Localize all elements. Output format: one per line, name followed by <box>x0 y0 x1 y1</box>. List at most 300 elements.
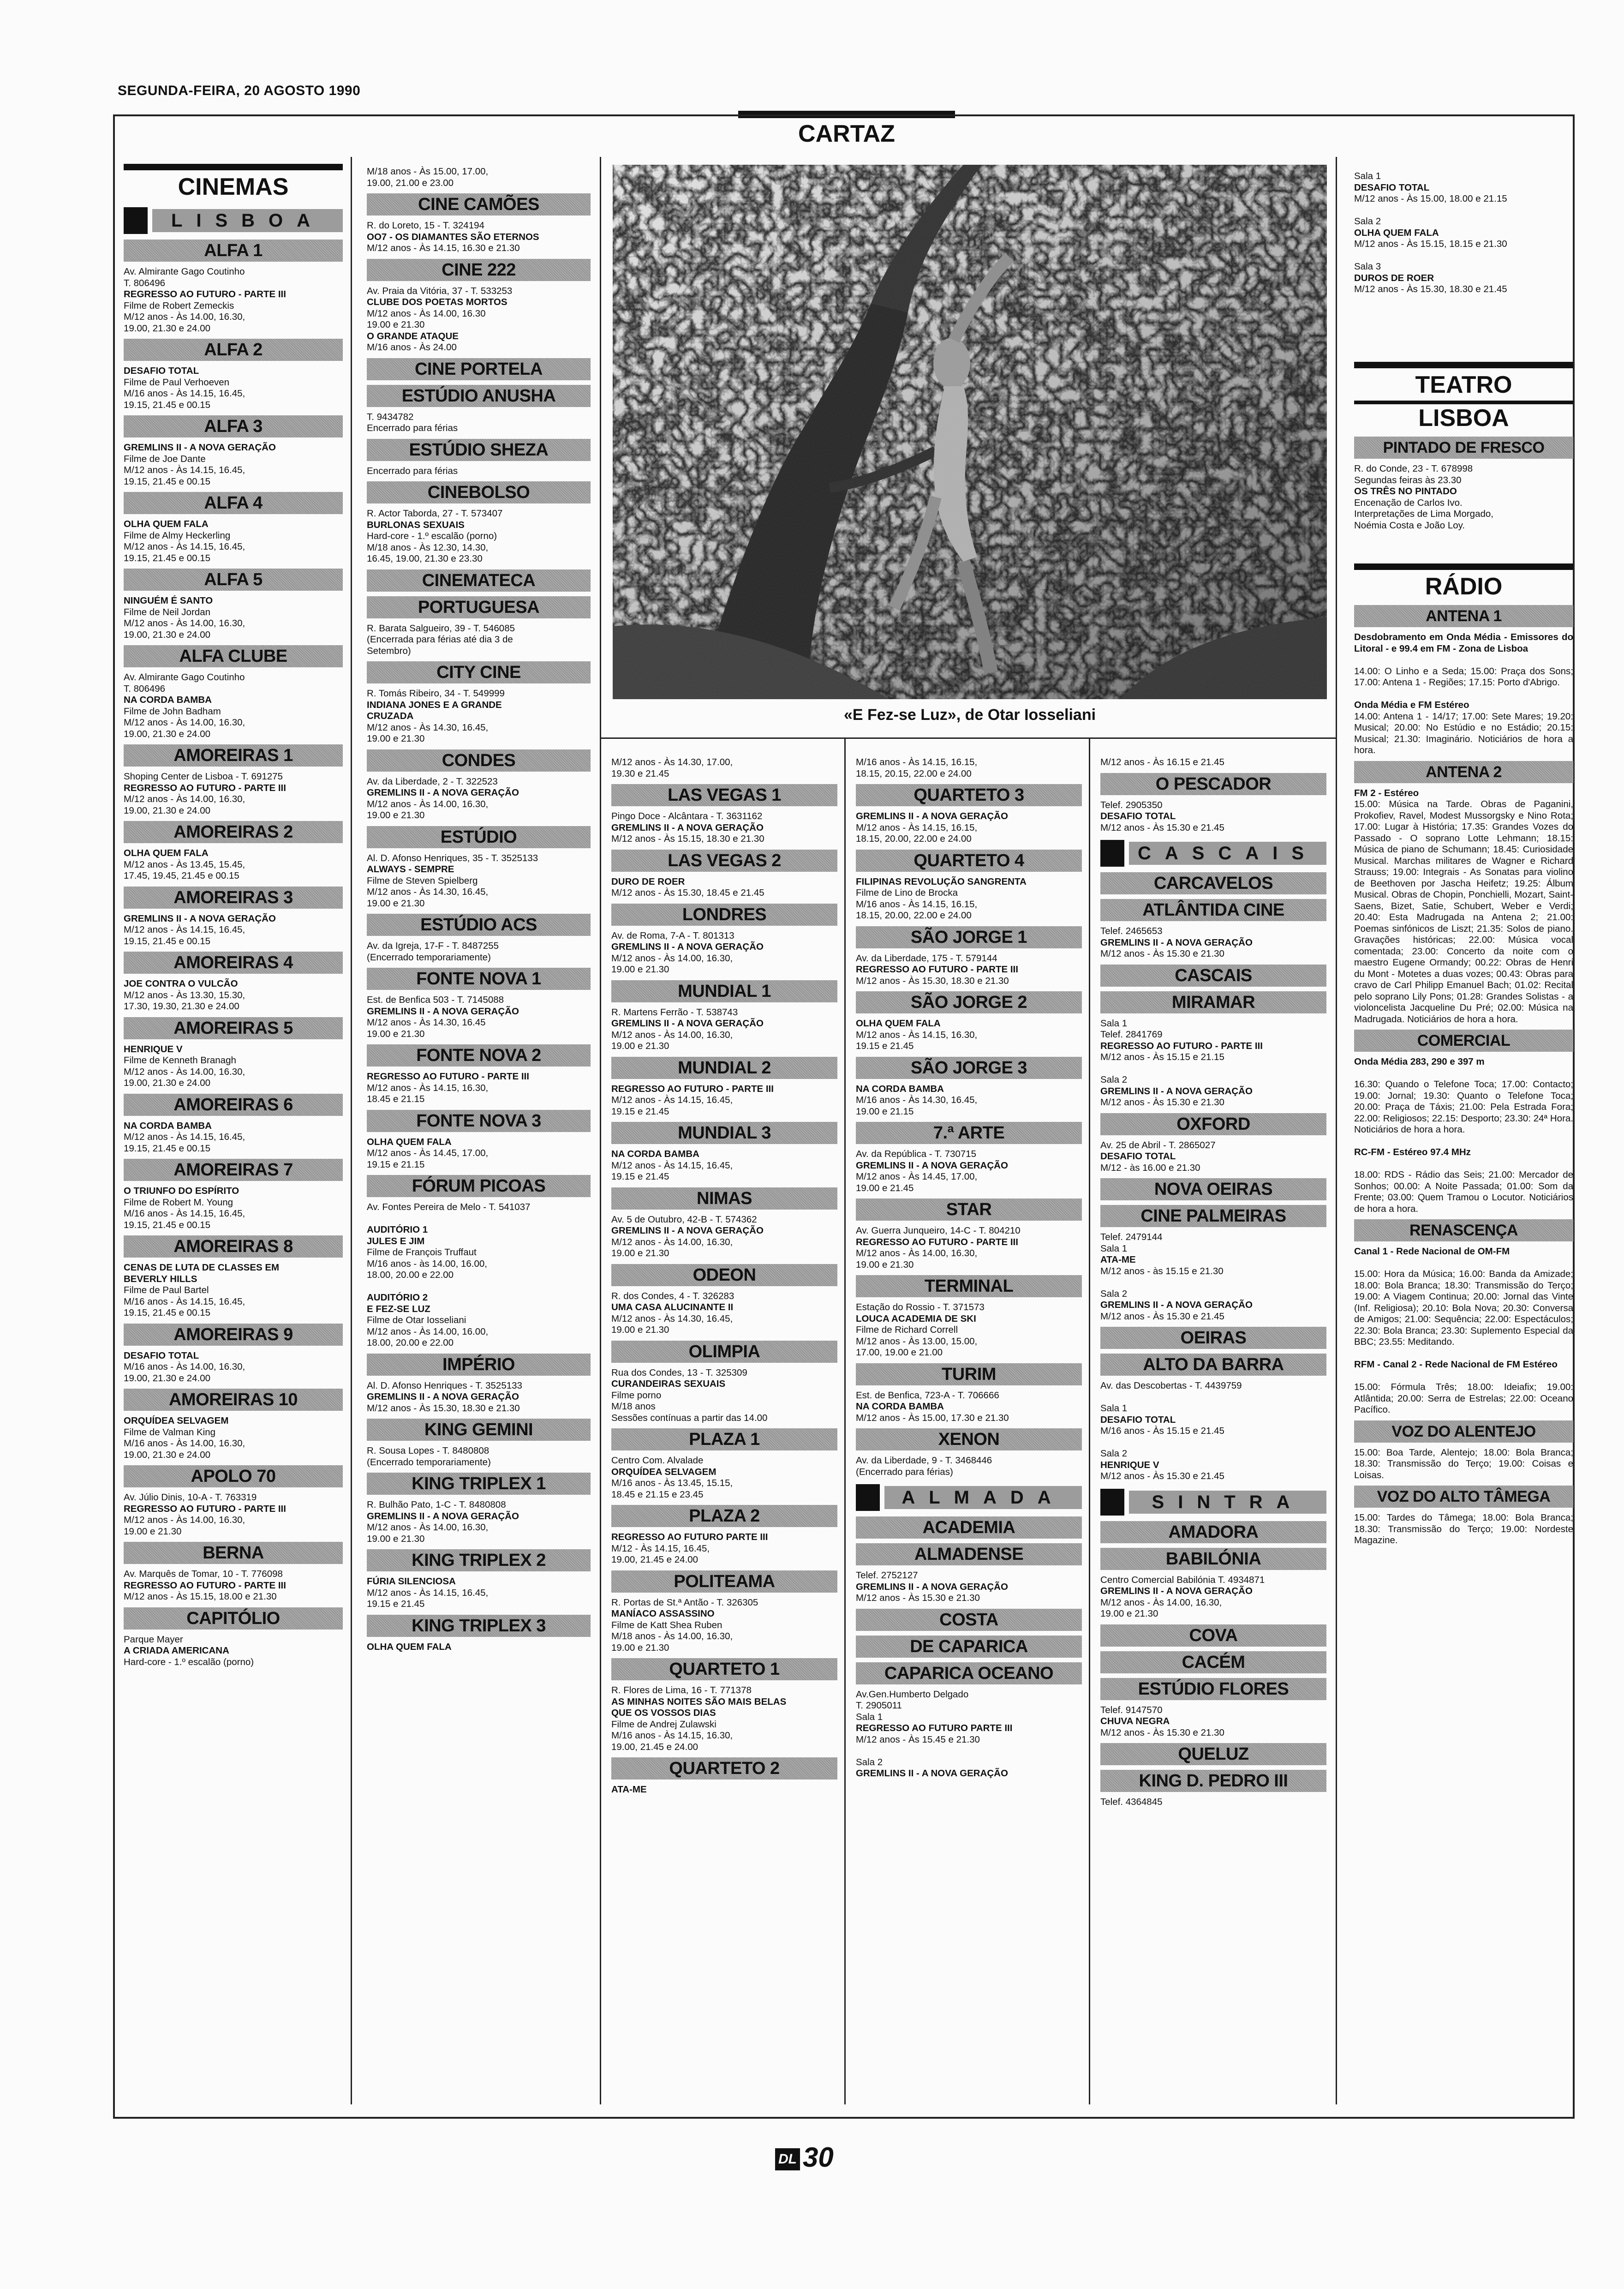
venue-king-d-pedro-iii: KING D. PEDRO III <box>1100 1770 1326 1792</box>
listing-line: Sala 2 <box>1354 216 1381 227</box>
film-title: HENRIQUE V <box>1100 1459 1159 1470</box>
listing-line: M/16 anos - Às 14.15, 16.45, <box>124 388 245 399</box>
listing-line: Centro Comercial Babilónia T. 4934871 <box>1100 1574 1265 1585</box>
listing-line: 19.00, 21.45 e 24.00 <box>611 1741 699 1752</box>
film-title: REGRESSO AO FUTURO - PARTE III <box>1100 1040 1263 1051</box>
listing-line: Telef. 9147570 <box>1100 1704 1163 1715</box>
venue-apolo-70: APOLO 70 <box>124 1465 343 1487</box>
venue-politeama: POLITEAMA <box>611 1570 837 1593</box>
listing-line: M/12 anos - Às 14.15, 16.30, <box>856 1029 978 1040</box>
listing-line: M/12 anos - Às 14.15, 16.45, <box>124 1132 245 1142</box>
newspaper-logo: DL <box>775 2148 800 2170</box>
venue-alfa-4: ALFA 4 <box>124 492 343 514</box>
listing-line: Filme de Neil Jordan <box>124 606 210 617</box>
venue-amoreiras-3: AMOREIRAS 3 <box>124 887 343 909</box>
listing-line: M/12 anos - Às 16.15 e 21.45 <box>1100 757 1224 767</box>
listing-line: Av. da Igreja, 17-F - T. 8487255 <box>367 941 499 951</box>
listing-line: M/12 anos - Às 14.00, 16.30, <box>1100 1597 1222 1608</box>
listing-line: 19.00 e 21.45 <box>856 1182 914 1193</box>
teatro-city: LISBOA <box>1354 401 1573 432</box>
venue-amoreiras-10: AMOREIRAS 10 <box>124 1389 343 1411</box>
listing-line: 19.00 e 21.30 <box>856 1259 914 1270</box>
listing-line: Sala 2 <box>1100 1448 1128 1459</box>
venue-estudio-anusha: ESTÚDIO ANUSHA <box>367 385 591 407</box>
film-title: GREMLINS II - A NOVA GERAÇÃO <box>124 913 276 924</box>
venue-forum-picoas: FÓRUM PICOAS <box>367 1175 591 1197</box>
listing-line: Parque Mayer <box>124 1634 183 1645</box>
listing-line: R. dos Condes, 4 - T. 326283 <box>611 1290 734 1301</box>
venue-nova-oeiras: NOVA OEIRAS <box>1100 1178 1326 1200</box>
listing-line: 19.15, 21.45 e 00.15 <box>124 476 211 487</box>
radio-schedule-line <box>1354 1258 1573 1269</box>
listing-line: 17.45, 19.45, 21.45 e 00.15 <box>124 870 239 881</box>
listing-line: Sala 1 <box>1354 171 1381 181</box>
film-title: OLHA QUEM FALA <box>1354 227 1439 238</box>
venue-king-triplex-2: KING TRIPLEX 2 <box>367 1549 591 1571</box>
listing-line: Telef. 2465653 <box>1100 926 1163 936</box>
film-title: LOUCA ACADEMIA DE SKI <box>856 1313 976 1324</box>
listing-line: Sessões contínuas a partir das 14.00 <box>611 1412 768 1423</box>
radio-schedule-line: Canal 1 - Rede Nacional de OM-FM <box>1354 1246 1510 1257</box>
film-title: GREMLINS II - A NOVA GERAÇÃO <box>611 1225 764 1236</box>
venue-babilonia: BABILÓNIA <box>1100 1548 1326 1570</box>
film-title: REGRESSO AO FUTURO - PARTE III <box>124 782 286 793</box>
listing-line: M/16 anos - Às 14.00, 16.30, <box>124 1438 245 1449</box>
film-title: NA CORDA BAMBA <box>124 695 212 705</box>
listing-line: M/16 anos - às 14.00, 16.00, <box>367 1258 487 1269</box>
listing-line: Av. 5 de Outubro, 42-B - T. 574362 <box>611 1214 757 1225</box>
venue-olimpia: OLIMPIA <box>611 1341 837 1363</box>
listing-line: 19.00, 21.30 e 24.00 <box>124 728 211 739</box>
listing-line: M/16 anos - Às 14.00, 16.30, <box>124 1361 245 1372</box>
city-heading <box>1100 840 1326 867</box>
listing-line: Av. da Liberdade, 175 - T. 579144 <box>856 953 997 964</box>
venue-amoreiras-2: AMOREIRAS 2 <box>124 821 343 843</box>
radio-schedule-line: 14.00: O Linho e a Seda; 15.00: Praça dos Sons; 17.00: Antena 1 - Regiões; 17.15: Porto d'Abrigo. <box>1354 665 1573 688</box>
listing-line: 19.15, 21.45 e 00.15 <box>124 1219 211 1230</box>
listing-line: R. Barata Salgueiro, 39 - T. 546085 <box>367 623 515 634</box>
listing-line: Av. Almirante Gago Coutinho <box>124 672 245 683</box>
station-renascenca: RENASCENÇA <box>1354 1219 1573 1241</box>
radio-schedule-line <box>1354 1136 1573 1147</box>
listing-line: 19.15, 21.45 e 00.15 <box>124 935 211 947</box>
listing-line: R. Martens Ferrão - T. 538743 <box>611 1007 738 1018</box>
city-heading <box>124 207 343 234</box>
film-title: CENAS DE LUTA DE CLASSES EM <box>124 1262 280 1273</box>
listing-line: T. 806496 <box>124 277 166 288</box>
film-title: REGRESSO AO FUTURO - PARTE III <box>856 1236 1018 1247</box>
listing-line: M/12 anos - Às 14.00, 16.30, <box>124 618 245 629</box>
listing-line: Pingo Doce - Alcântara - T. 3631162 <box>611 811 763 821</box>
venue-almadense: ALMADENSE <box>856 1543 1082 1565</box>
venue-de-caparica: DE CAPARICA <box>856 1636 1082 1658</box>
venue-queluz: QUELUZ <box>1100 1743 1326 1765</box>
column-cinemas-lisboa <box>124 164 343 1668</box>
listing-line: Sala 3 <box>1354 261 1381 272</box>
venue-alfa-clube: ALFA CLUBE <box>124 645 343 667</box>
listing-line: M/12 anos - Às 14.15, 16.45, <box>611 1095 733 1105</box>
film-title: ORQUÍDEA SELVAGEM <box>611 1466 716 1477</box>
film-title: REGRESSO AO FUTURO - PARTE III <box>856 964 1018 975</box>
listing-line: M/12 anos - Às 14.15, 16.45, <box>124 924 245 935</box>
spacer <box>1354 205 1573 216</box>
listing-line: Av. 25 de Abril - T. 2865027 <box>1100 1139 1216 1150</box>
venue-cine-portela: CINE PORTELA <box>367 358 591 380</box>
film-title: DESAFIO TOTAL <box>124 366 199 376</box>
venue-sao-jorge-1: SÃO JORGE 1 <box>856 926 1082 948</box>
film-title: GREMLINS II - A NOVA GERAÇÃO <box>367 787 519 798</box>
photo-rule <box>600 737 1336 739</box>
venue-cinemateca: CINEMATECA <box>367 569 591 592</box>
listing-line: T. 2905011 <box>856 1700 902 1711</box>
venue-city-cine: CITY CINE <box>367 661 591 683</box>
venue-7-arte: 7.ª ARTE <box>856 1122 1082 1144</box>
station-voz-do-alentejo: VOZ DO ALENTEJO <box>1354 1420 1573 1443</box>
listing-line: M/12 anos - Às 15.30 e 21.30 <box>1100 1097 1224 1108</box>
film-still-photo <box>613 165 1327 699</box>
listing-line: Filme de Robert Zemeckis <box>124 300 234 311</box>
film-title: CURANDEIRAS SEXUAIS <box>611 1378 726 1389</box>
venue-plaza-2: PLAZA 2 <box>611 1505 837 1527</box>
film-title: FILIPINAS REVOLUÇÃO SANGRENTA <box>856 876 1027 887</box>
venue-imperio: IMPÉRIO <box>367 1354 591 1376</box>
film-title: DURO DE ROER <box>611 876 685 887</box>
listing-line: Telef. 4364845 <box>1100 1797 1163 1807</box>
film-title: GREMLINS II - A NOVA GERAÇÃO <box>367 1510 519 1522</box>
film-title: GREMLINS II - A NOVA GERAÇÃO <box>1100 1300 1253 1310</box>
film-title: ORQUÍDEA SELVAGEM <box>124 1415 229 1426</box>
film-title: REGRESSO AO FUTURO - PARTE III <box>124 1503 286 1514</box>
venue-cinebolso: CINEBOLSO <box>367 481 591 503</box>
film-title: GREMLINS II - A NOVA GERAÇÃO <box>367 1391 519 1402</box>
listing-line: 16.45, 19.00, 21.30 e 23.30 <box>367 553 483 564</box>
listing-line: Filme de Paul Bartel <box>124 1285 209 1295</box>
radio-schedule-line <box>1354 1348 1573 1360</box>
venue-estudio: ESTÚDIO <box>367 826 591 848</box>
venue-cine-222: CINE 222 <box>367 259 591 281</box>
listing-line: M/12 anos - Às 14.00, 16.30, <box>124 312 245 322</box>
venue-cascais: CASCAIS <box>1100 965 1326 987</box>
venue-las-vegas-2: LAS VEGAS 2 <box>611 850 837 872</box>
venue-costa: COSTA <box>856 1609 1082 1631</box>
listing-line: Interpretações de Lima Morgado, <box>1354 509 1493 519</box>
venue-amoreiras-4: AMOREIRAS 4 <box>124 952 343 974</box>
listing-line: R. Actor Taborda, 27 - T. 573407 <box>367 508 503 519</box>
listing-line: M/16 anos - Às 14.15, 16.45, <box>124 1208 245 1219</box>
listing-line: Sala 2 <box>1100 1074 1128 1085</box>
venue-amoreiras-5: AMOREIRAS 5 <box>124 1017 343 1039</box>
listing-line <box>856 1745 1082 1757</box>
venue-plaza-1: PLAZA 1 <box>611 1428 837 1450</box>
column-rule <box>844 738 846 2104</box>
venue-odeon: ODEON <box>611 1264 837 1286</box>
venue-king-gemini: KING GEMINI <box>367 1419 591 1441</box>
listing-line <box>1100 1392 1326 1403</box>
venue-mundial-2: MUNDIAL 2 <box>611 1057 837 1079</box>
listing-line: M/12 anos - Às 15.15, 18.15 e 21.30 <box>1354 239 1507 249</box>
listing-line: Filme de Steven Spielberg <box>367 875 478 886</box>
venue-amoreiras-1: AMOREIRAS 1 <box>124 744 343 767</box>
venue-cine-camoes: CINE CAMÕES <box>367 193 591 216</box>
film-title: GREMLINS II - A NOVA GERAÇÃO <box>611 941 764 952</box>
listing-line: R. Sousa Lopes - T. 8480808 <box>367 1445 490 1456</box>
venue-amoreiras-9: AMOREIRAS 9 <box>124 1324 343 1346</box>
listing-line: Telef. 2841769 <box>1100 1029 1163 1040</box>
listing-line: M/16 anos - Às 13.45, 15.15, <box>611 1478 733 1488</box>
listing-line: T. 9434782 <box>367 411 414 422</box>
listing-line: 19.15 e 21.45 <box>367 1599 425 1609</box>
listing-line: M/12 anos - Às 15.30 e 21.45 <box>1100 1311 1224 1322</box>
listing-line: 19.15, 21.45 e 00.15 <box>124 552 211 563</box>
listing-line: 19.00 e 21.15 <box>856 1106 914 1117</box>
city-name: ALMADA <box>884 1486 1082 1509</box>
spacer <box>1354 250 1573 262</box>
listing-line: Al. D. Afonso Henriques, 35 - T. 3525133 <box>367 852 538 863</box>
venue-cacem: CACÉM <box>1100 1651 1326 1673</box>
listing-line: Sala 1 <box>1100 1243 1128 1254</box>
venue-cova: COVA <box>1100 1624 1326 1647</box>
radio-schedule-line: 15.00: Boa Tarde, Alentejo; 18.00: Bola Branca; 18.30: Transmissão do Terço; 19.00: Coisas e Loisas. <box>1354 1447 1573 1480</box>
venue-atlantida-cine: ATLÂNTIDA CINE <box>1100 899 1326 921</box>
radio-schedule-line: 15.00: Tardes do Tâmega; 18.00: Bola Branca; 18.30: Transmissão do Terço; 19.00: Nordeste Magazine. <box>1354 1512 1573 1546</box>
listing-line: Filme de Valman King <box>124 1426 216 1438</box>
listing-line: Shoping Center de Lisboa - T. 691275 <box>124 771 283 782</box>
listing-line: (Encerrado temporariamente) <box>367 952 491 963</box>
listing-line: M/12 anos - Às 14.45, 17.00, <box>856 1171 978 1182</box>
venue-quarteto-2: QUARTETO 2 <box>611 1757 837 1780</box>
listing-line: M/16 anos - Às 14.15, 16.45, <box>124 1296 245 1307</box>
film-title: GREMLINS II - A NOVA GERAÇÃO <box>611 822 764 833</box>
listing-line: M/12 anos - Às 14.00, 16.30, <box>367 798 489 809</box>
listing-line: M/12 anos - Às 15.00, 18.00 e 21.15 <box>1354 193 1507 204</box>
listing-line: Filme de John Badham <box>124 706 221 717</box>
listing-line: Av. Marquês de Tomar, 10 - T. 776098 <box>124 1569 283 1579</box>
venue-fonte-nova-1: FONTE NOVA 1 <box>367 968 591 990</box>
venue-king-triplex-1: KING TRIPLEX 1 <box>367 1473 591 1495</box>
city-name: SINTRA <box>1129 1491 1326 1514</box>
film-title: DUROS DE ROER <box>1354 272 1434 283</box>
venue-terminal: TERMINAL <box>856 1275 1082 1297</box>
listing-line: M/12 anos - Às 15.45 e 21.30 <box>856 1734 980 1745</box>
listing-line: M/12 anos - Às 14.15, 16.45, <box>611 1160 733 1171</box>
listing-line: M/16 anos - Às 15.15 e 21.45 <box>1100 1426 1224 1436</box>
radio-schedule-line: RC-FM - Estéreo 97.4 MHz <box>1354 1147 1471 1157</box>
listing-line: Av. Guerra Junqueiro, 14-C - T. 804210 <box>856 1225 1021 1236</box>
spacer <box>1354 531 1573 563</box>
listing-line: 19.00 e 21.30 <box>367 733 425 744</box>
venue-estudio-flores: ESTÚDIO FLORES <box>1100 1678 1326 1700</box>
column-3 <box>611 757 837 1796</box>
listing-line: Filme de Joe Dante <box>124 453 206 464</box>
venue-mundial-3: MUNDIAL 3 <box>611 1122 837 1144</box>
film-title: ALWAYS - SEMPRE <box>367 864 454 875</box>
listing-line: Sala 1 <box>856 1711 883 1722</box>
film-title: CRUZADA <box>367 711 414 721</box>
radio-schedule-line <box>1354 654 1573 666</box>
listing-line: Setembro) <box>367 645 411 656</box>
listing-line: M/12 anos - Às 15.15, 18.00 e 21.30 <box>124 1591 277 1602</box>
cinemas-heading: CINEMAS <box>124 164 343 201</box>
city-marker <box>1100 1489 1124 1516</box>
film-title: O GRANDE ATAQUE <box>367 330 459 342</box>
listing-line: Av. Júlio Dinis, 10-A - T. 763319 <box>124 1492 257 1503</box>
venue-alfa-2: ALFA 2 <box>124 339 343 361</box>
film-title: A CRIADA AMERICANA <box>124 1645 229 1656</box>
listing-line: 19.15, 21.45 e 00.15 <box>124 1307 211 1318</box>
film-title: OLHA QUEM FALA <box>367 1641 452 1652</box>
listing-line: Filme de Almy Heckerling <box>124 530 231 541</box>
venue-o-pescador: O PESCADOR <box>1100 773 1326 795</box>
page-folio <box>775 2141 834 2173</box>
listing-line: R. do Conde, 23 - T. 678998 <box>1354 463 1473 474</box>
listing-line: M/12 anos - Às 14.15, 16.45, <box>124 465 245 475</box>
listing-line: T. 806496 <box>124 683 166 694</box>
listing-line: M/12 anos - Às 14.30, 16.45, <box>611 1313 733 1324</box>
listing-line: (Encerrado para férias) <box>856 1466 953 1477</box>
listing-line: M/12 anos - às 15.15 e 21.30 <box>1100 1265 1224 1276</box>
venue-xenon: XENON <box>856 1428 1082 1450</box>
spacer <box>1354 306 1573 362</box>
radio-schedule-line: 15.00: Música na Tarde. Obras de Paganini, Prokofiev, Ravel, Modest Mussorgsky e Nino Rota; 17.00: Lugar à História; 17.35: Grandes Vozes do Passado - O soprano Lotte Lehmann; 18.15: Música de piano de Schumann; 18.45: Curiosidade Musical. Marchas militares de Wagner e Richard Strauss; 19.00: Integrais - As Sonatas para violino de Beethoven por Jascha Heifetz; 19.25: Álbum Musical. Obras de Chopin, Ponchielli, Mozart, Saint-Saens, Bizet, Satie, Schubert, Weber e Verdi; 20.40: Esta Madrugada na Antena 2; 21.00: Poemas sinfónicos de Liszt; 21.35: Solos de piano. Gravações históricas; 22.00: Música vocal comentada; 23.00: Concerto da noite com o maestro Eugene Ormandy; 00.22: Obras de Henri du Mont - Motetes a duas vozes; 00.43: Obras para cravo de Carl Philipp Emanuel Bach; 01.02: Recital pelo soprano Lily Pons; 01.28: Grandes Solistas - a violoncelista Jacqueline Du Pré; 02.00: Música na Madrugada. Noticiários de hora a hora. <box>1354 799 1573 1025</box>
listing-line: Filme porno <box>611 1390 662 1401</box>
radio-schedule-line: RFM - Canal 2 - Rede Nacional de FM Estéreo <box>1354 1359 1558 1370</box>
venue-mundial-1: MUNDIAL 1 <box>611 980 837 1002</box>
listing-line: 17.30, 19.30, 21.30 e 24.00 <box>124 1001 239 1012</box>
venue-amoreiras-7: AMOREIRAS 7 <box>124 1159 343 1181</box>
film-title: HENRIQUE V <box>124 1043 183 1055</box>
listing-line: (Encerrado temporariamente) <box>367 1456 491 1468</box>
listing-line: Sala 2 <box>856 1756 883 1768</box>
film-title: GREMLINS II - A NOVA GERAÇÃO <box>1100 1586 1253 1596</box>
listing-line: Hard-core - 1.º escalão (porno) <box>124 1656 254 1667</box>
listing-line: M/12 - às 16.00 e 21.30 <box>1100 1162 1200 1173</box>
venue-nimas: NIMAS <box>611 1187 837 1210</box>
listing-line: R. Tomás Ribeiro, 34 - T. 549999 <box>367 688 505 699</box>
listing-line: M/12 anos - Às 15.00, 17.30 e 21.30 <box>856 1412 1009 1423</box>
film-title: AUDITÓRIO 1 <box>367 1224 428 1235</box>
listing-line: Telef. 2752127 <box>856 1570 918 1581</box>
teatro-heading: TEATRO <box>1354 362 1573 399</box>
venue-condes: CONDES <box>367 749 591 772</box>
radio-schedule-line: Onda Média 283, 290 e 397 m <box>1354 1056 1485 1067</box>
film-title: AUDITÓRIO 2 <box>367 1292 428 1303</box>
listing-line: 19.15 e 21.45 <box>856 1041 914 1051</box>
listing-line: 18.45 e 21.15 e 23.45 <box>611 1489 704 1500</box>
listing-line: M/12 anos - Às 15.30, 18.30 e 21.45 <box>1354 284 1507 294</box>
station-voz-do-alto-tamega: VOZ DO ALTO TÂMEGA <box>1354 1486 1573 1508</box>
film-title: REGRESSO AO FUTURO - PARTE III <box>124 289 286 300</box>
listing-line: 19.00 e 21.30 <box>611 1248 669 1258</box>
column-2 <box>367 166 591 1653</box>
listing-line: Av. Almirante Gago Coutinho <box>124 266 245 277</box>
city-name: LISBOA <box>152 209 343 232</box>
listing-line: M/12 anos - Às 14.00, 16.30, <box>124 794 245 804</box>
listing-line: M/12 anos - Às 15.30 e 21.45 <box>1100 1471 1224 1481</box>
listing-line: Av. Praia da Vitória, 37 - T. 533253 <box>367 285 513 296</box>
spacer <box>1354 295 1573 307</box>
column-rule <box>600 157 601 2104</box>
listing-line: 18.00, 20.00 e 22.00 <box>367 1270 454 1280</box>
listing-line: M/12 anos - Às 15.30 e 21.30 <box>856 1593 980 1603</box>
listing-line: M/16 anos - Às 14.30, 16.45, <box>856 1095 978 1105</box>
listing-line: Filme de Kenneth Branagh <box>124 1055 236 1066</box>
listing-line: Av. Fontes Pereira de Melo - T. 541037 <box>367 1202 531 1212</box>
listing-line: Rua dos Condes, 13 - T. 325309 <box>611 1367 747 1378</box>
listing-line: Encerrado para férias <box>367 465 458 476</box>
listing-line: M/12 anos - Às 14.30, 17.00, <box>611 757 733 767</box>
film-title: BEVERLY HILLS <box>124 1273 197 1284</box>
listing-line: M/12 anos - Às 14.45, 17.00, <box>367 1148 489 1158</box>
film-title: JOE CONTRA O VULCÃO <box>124 978 238 989</box>
venue-sao-jorge-2: SÃO JORGE 2 <box>856 991 1082 1013</box>
listing-line: 18.15, 20.00, 22.00 e 24.00 <box>856 833 972 844</box>
listing-line: 19.00, 21.45 e 24.00 <box>611 1554 699 1565</box>
listing-line: Filme de Lino de Brocka <box>856 887 958 898</box>
film-title: INDIANA JONES E A GRANDE <box>367 699 502 710</box>
venue-carcavelos: CARCAVELOS <box>1100 872 1326 894</box>
city-heading <box>856 1484 1082 1511</box>
column-4 <box>856 757 1082 1780</box>
listing-line: Filme de François Truffaut <box>367 1247 477 1258</box>
listing-line: M/12 anos - Às 14.15, 16.45, <box>124 541 245 552</box>
listing-line: 19.00 e 21.30 <box>124 1526 182 1537</box>
listing-line <box>367 1213 591 1225</box>
film-title: UMA CASA ALUCINANTE II <box>611 1302 734 1312</box>
film-title: GREMLINS II - A NOVA GERAÇÃO <box>1100 937 1253 948</box>
listing-line: R. Portas de St.ª Antão - T. 326305 <box>611 1597 758 1608</box>
radio-schedule-line <box>1354 1068 1573 1079</box>
listing-line: 19.15 e 21.45 <box>611 1106 669 1117</box>
listing-line: 19.15 e 21.45 <box>611 1171 669 1182</box>
listing-line: Av. de Roma, 7-A - T. 801313 <box>611 930 734 941</box>
radio-schedule-line: 16.30: Quando o Telefone Toca; 17.00: Contacto; 19.00: Jornal; 19.30: Quanto o Telefone Toca; 20.00: Praça de Táxis; 21.00: Pela Estrada Fora; 22.00: Religiosos; 22.15: Desporto; 23.30: 24ª Hora. Noticiários de hora a hora. <box>1354 1079 1573 1135</box>
listing-line: 19.00, 21.30 e 24.00 <box>124 1372 211 1384</box>
listing-line: M/12 anos - Às 15.15 e 21.15 <box>1100 1052 1224 1062</box>
film-title: FÚRIA SILENCIOSA <box>367 1576 456 1587</box>
listing-line: M/12 anos - Às 14.00, 16.30, <box>124 1515 245 1525</box>
film-title: REGRESSO AO FUTURO PARTE III <box>856 1723 1013 1733</box>
radio-schedule-line: 14.00: Antena 1 - 14/17; 17.00: Sete Mares; 19.20: Musical; 20.00: No Estúdio e no Estádio; 20.15: Musical; 21.30: Imaginário. Noticiários de hora a hora. <box>1354 711 1573 755</box>
listing-line: M/16 anos - Às 24.00 <box>367 342 457 353</box>
venue-oeiras: OEIRAS <box>1100 1327 1326 1349</box>
film-title: REGRESSO AO FUTURO - PARTE III <box>124 1580 286 1591</box>
listing-line: M/12 anos - Às 15.30, 18.30 e 21.30 <box>367 1402 520 1414</box>
listing-line: M/12 anos - Às 13.00, 15.00, <box>856 1336 978 1347</box>
venue-fonte-nova-3: FONTE NOVA 3 <box>367 1110 591 1132</box>
listing-line: 18.45 e 21.15 <box>367 1094 425 1104</box>
listing-line: 19.00 e 21.30 <box>367 898 425 909</box>
listing-line: 19.00 e 21.30 <box>611 1324 669 1335</box>
listing-line: 17.00, 19.00 e 21.00 <box>856 1347 943 1358</box>
listing-line: M/12 anos - Às 14.00, 16.30 <box>367 308 486 319</box>
film-title: GREMLINS II - A NOVA GERAÇÃO <box>856 811 1008 821</box>
column-rule <box>1089 738 1090 2104</box>
listing-line: M/16 anos - Às 14.15, 16.15, <box>856 899 978 910</box>
listing-line: Av. da Liberdade, 9 - T. 3468446 <box>856 1455 992 1466</box>
station-comercial: COMERCIAL <box>1354 1030 1573 1052</box>
page-number: 30 <box>803 2142 834 2173</box>
venue-sao-jorge-3: SÃO JORGE 3 <box>856 1057 1082 1079</box>
film-title: ATA-ME <box>611 1784 647 1795</box>
listing-line: M/12 anos - Às 14.00, 16.30, <box>124 1066 245 1077</box>
listing-line: M/12 anos - Às 14.15, 16.30, <box>367 1082 489 1093</box>
venue-londres: LONDRES <box>611 904 837 926</box>
film-title: GREMLINS II - A NOVA GERAÇÃO <box>1100 1085 1253 1097</box>
film-title: MANÍACO ASSASSINO <box>611 1608 715 1619</box>
venue-turim: TURIM <box>856 1363 1082 1385</box>
film-title: OLHA QUEM FALA <box>367 1136 452 1147</box>
venue-quarteto-3: QUARTETO 3 <box>856 784 1082 806</box>
